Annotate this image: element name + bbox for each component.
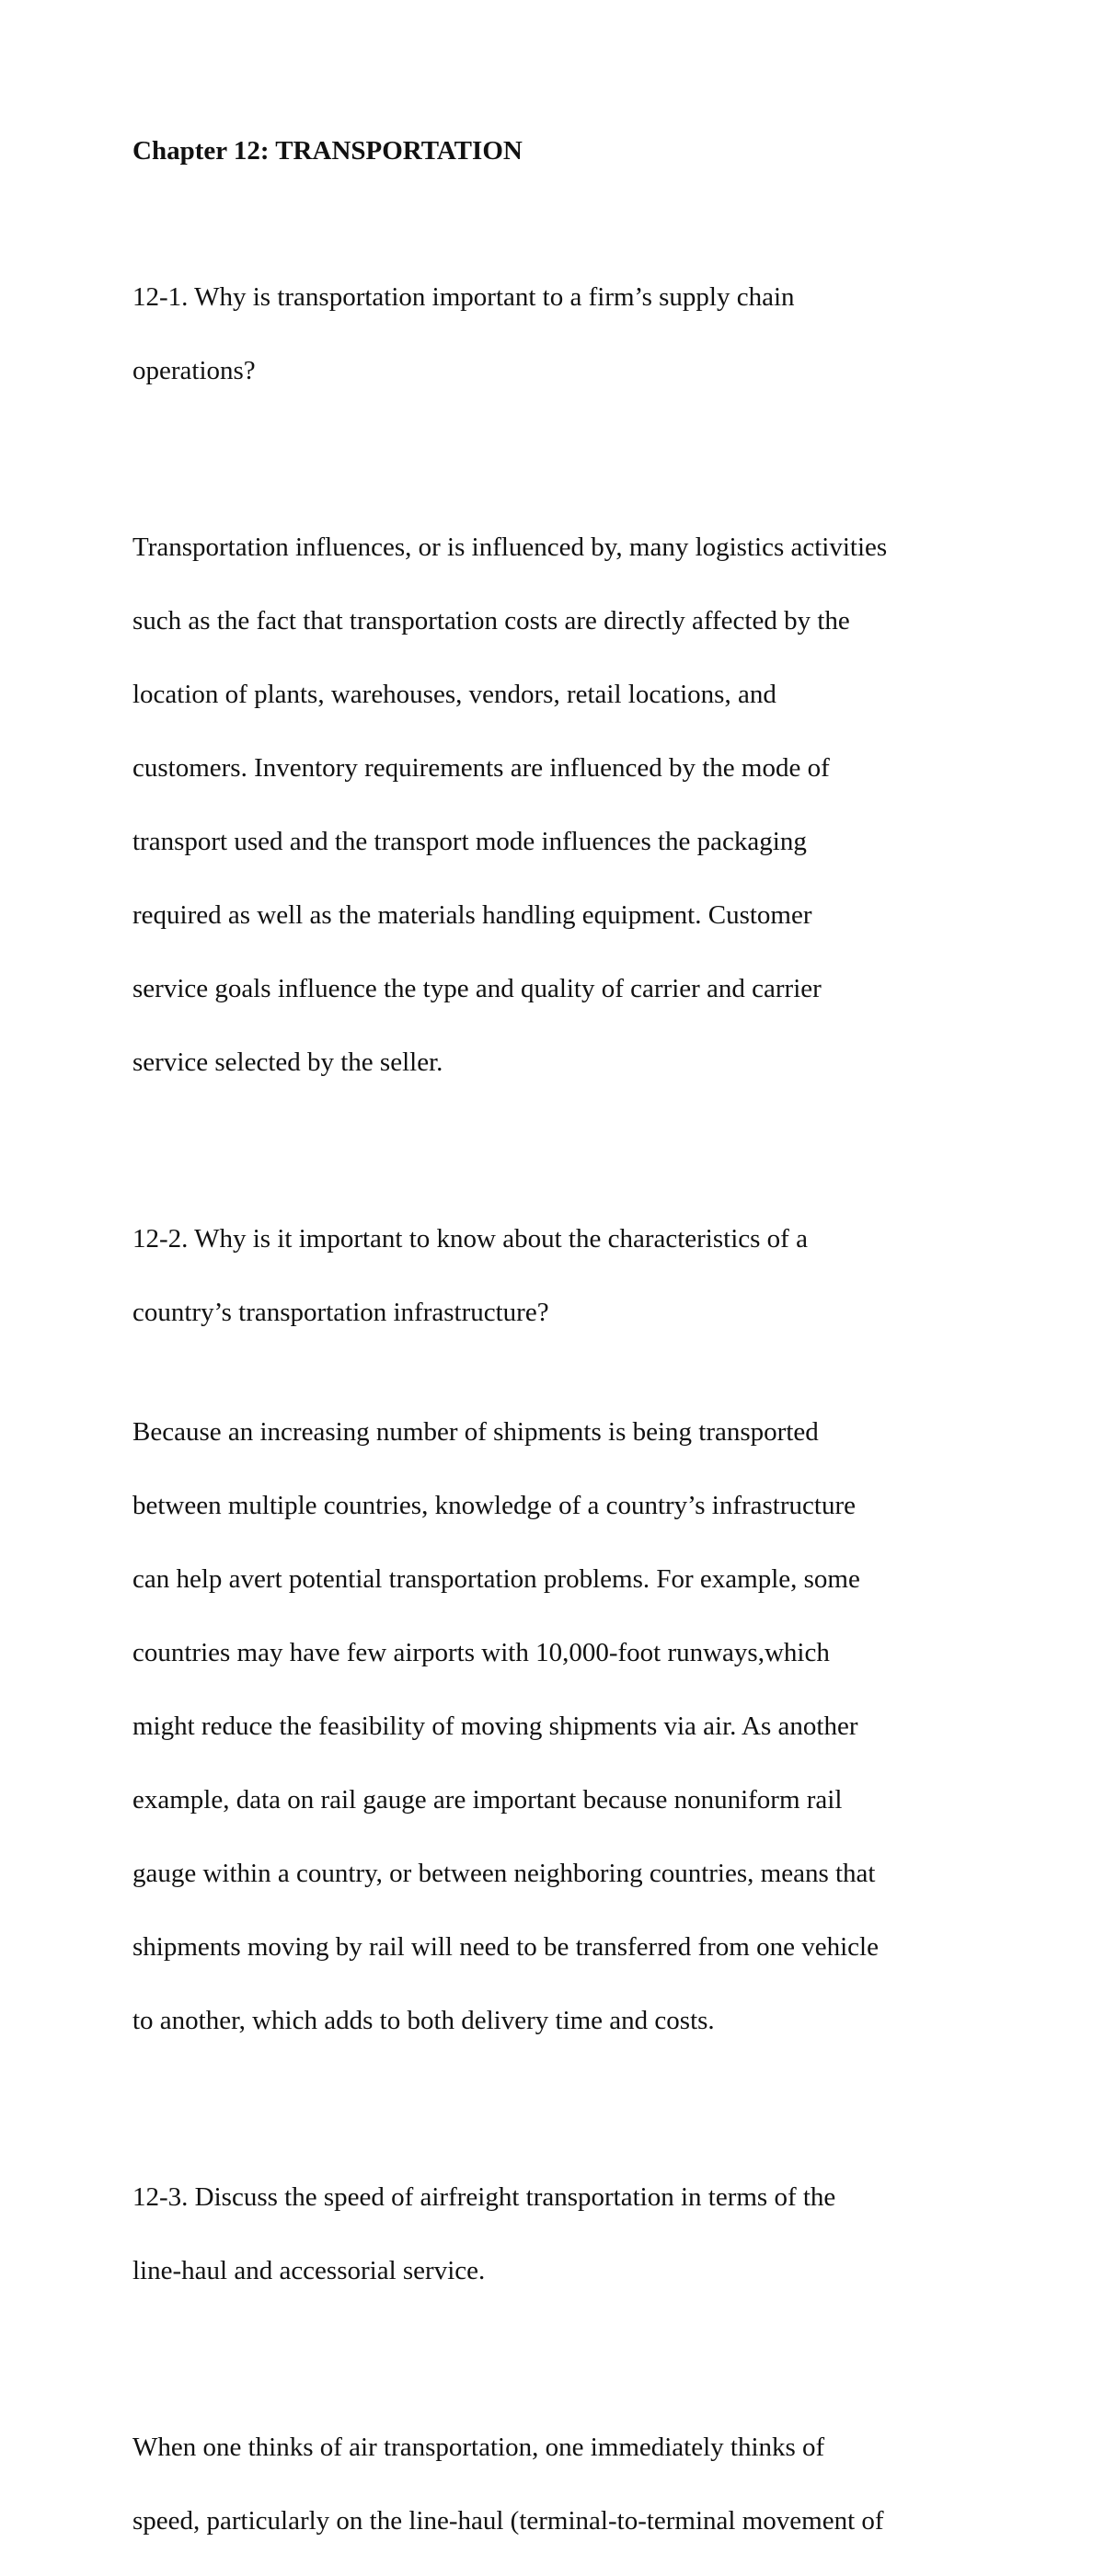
answer-12-3 [132,2392,988,2576]
question-line: country’s transportation infrastructure? [132,1298,549,1327]
answer-line: When one thinks of air transportation, one immediately thinks of [132,2433,825,2462]
answer-12-2 [132,1377,988,2076]
question-12-3 [132,2142,988,2326]
answer-12-1 [132,492,988,1117]
answer-line: gauge within a country, or between neighboring countries, means that [132,1859,876,1888]
question-12-1 [132,242,988,426]
answer-line: to another, which adds to both delivery time and costs. [132,2006,715,2035]
question-line: 12-3. Discuss the speed of airfreight transportation in terms of the [132,2182,836,2212]
chapter-title: Chapter 12: TRANSPORTATION [132,136,523,166]
answer-line: speed, particularly on the line-haul (terminal-to-terminal movement of [132,2506,884,2536]
answer-line: required as well as the materials handling equipment. Customer [132,900,812,930]
answer-line: Because an increasing number of shipments is being transported [132,1417,819,1447]
answer-line: location of plants, warehouses, vendors, retail locations, and [132,680,776,709]
answer-line: example, data on rail gauge are important because nonuniform rail [132,1785,843,1815]
question-line: operations? [132,356,256,385]
question-line: 12-1. Why is transportation important to a firm’s supply chain [132,282,795,312]
answer-line: transport used and the transport mode influences the packaging [132,827,807,856]
answer-line: countries may have few airports with 10,000-foot runways,which [132,1638,830,1667]
question-line: 12-2. Why is it important to know about the characteristics of a [132,1224,808,1254]
answer-line: customers. Inventory requirements are influenced by the mode of [132,753,830,783]
answer-line: shipments moving by rail will need to be transferred from one vehicle [132,1932,879,1962]
document-body [132,132,988,2576]
answer-line: service goals influence the type and quality of carrier and carrier [132,974,822,1003]
question-line: line-haul and accessorial service. [132,2256,486,2285]
answer-line: service selected by the seller. [132,1048,443,1077]
question-12-2 [132,1184,988,1368]
answer-line: might reduce the feasibility of moving shipments via air. As another [132,1712,858,1741]
answer-line: can help avert potential transportation problems. For example, some [132,1564,860,1594]
answer-line: such as the fact that transportation costs are directly affected by the [132,606,850,635]
answer-line: between multiple countries, knowledge of a country’s infrastructure [132,1491,856,1520]
answer-line: Transportation influences, or is influenced by, many logistics activities [132,532,888,562]
